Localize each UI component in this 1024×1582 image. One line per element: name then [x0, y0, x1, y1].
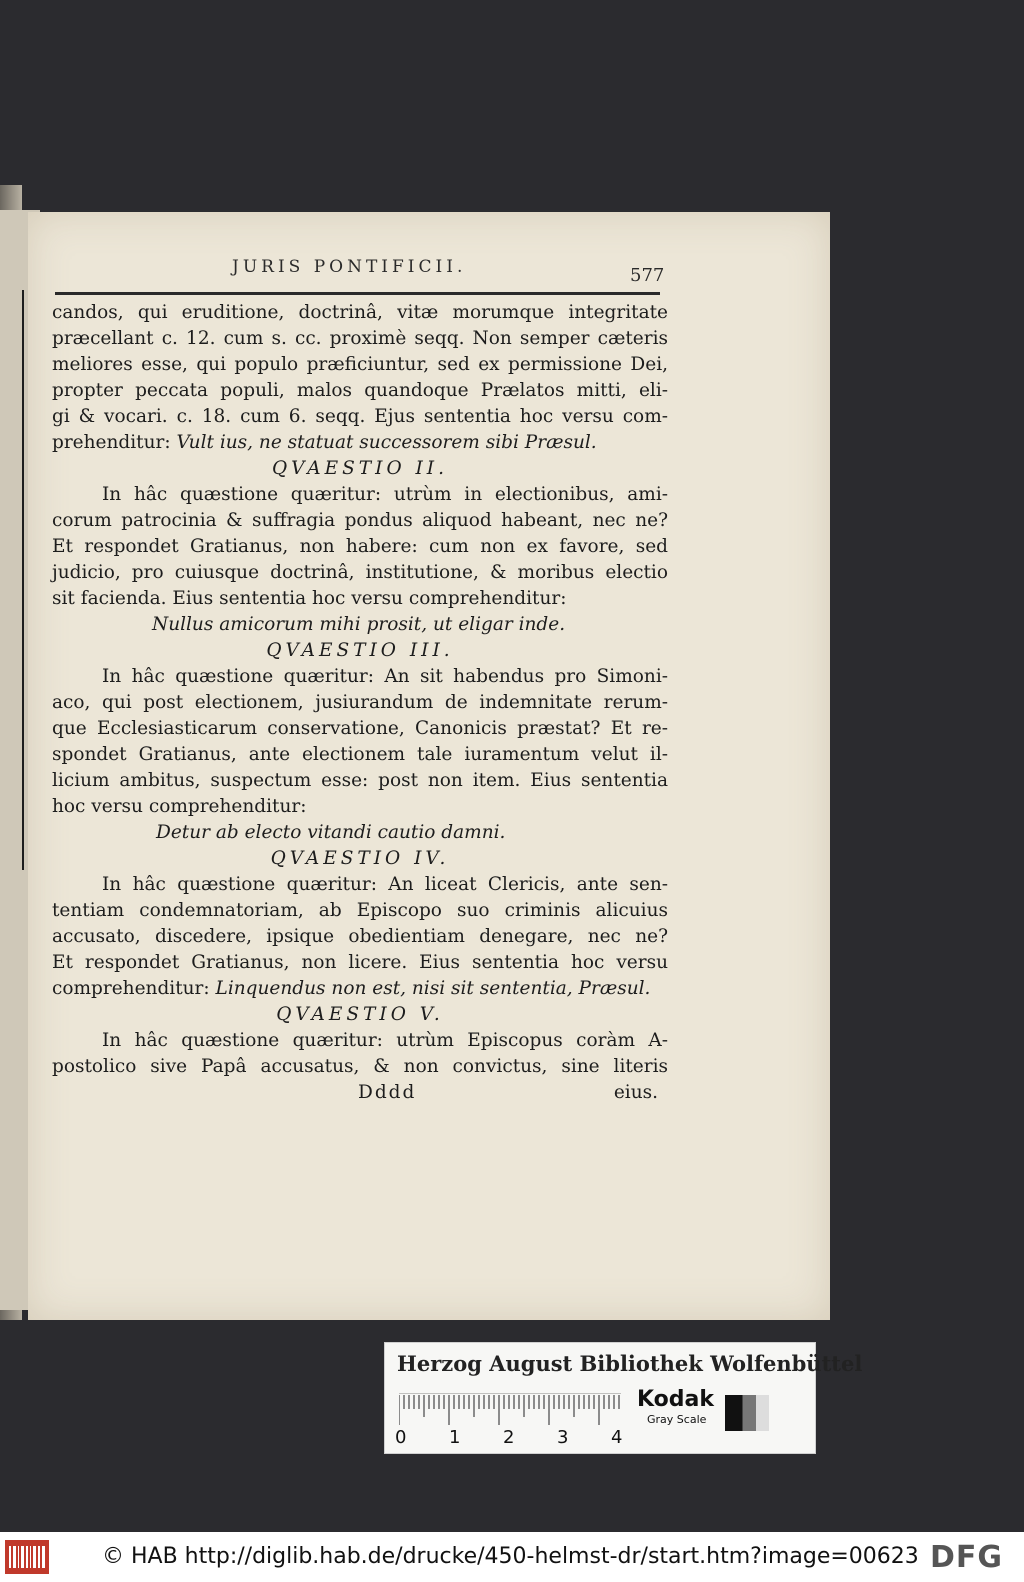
page-number: 577: [630, 265, 665, 286]
text-line: tentiam condemnatoriam, ab Episcopo suo criminis alicuius: [52, 900, 668, 921]
gray-swatch: [725, 1395, 769, 1431]
text-line: [52, 976, 668, 1002]
question-heading: QVAESTIO V.: [276, 1004, 444, 1025]
gray-scale-card: [384, 1342, 863, 1454]
ruler-ticks: [399, 1393, 621, 1427]
question-heading: QVAESTIO IV.: [270, 848, 450, 869]
text-line: In hâc quæstione quæritur: An sit habendus pro Simoni-: [102, 666, 668, 687]
ruler-number: 1: [449, 1427, 461, 1448]
text-line: que Ecclesiasticarum conservatione, Canonicis præstat? Et re-: [52, 718, 668, 739]
signature-row: [52, 1080, 668, 1106]
signature-mark: Dddd: [358, 1082, 417, 1103]
gray-scale-label: Gray Scale: [647, 1413, 707, 1426]
ruler-number: 2: [503, 1427, 515, 1448]
text-fragment: comprehenditur:: [52, 978, 210, 999]
ruler-number: 0: [395, 1427, 407, 1448]
question-heading: QVAESTIO III.: [266, 640, 454, 661]
kodak-logo: Kodak: [637, 1387, 714, 1412]
text-line: sit facienda. Eius sententia hoc versu comprehenditur:: [52, 588, 567, 609]
page-text: [52, 300, 668, 1106]
question-heading: QVAESTIO II.: [271, 458, 448, 479]
text-line: meliores esse, qui populo præficiuntur, sed ex permissione Dei,: [52, 354, 668, 375]
dfg-logo: DFG: [930, 1540, 1004, 1575]
gutter-shadow: [22, 290, 24, 870]
ruler-number: 4: [611, 1427, 623, 1448]
text-line: gi & vocari. c. 18. cum 6. seqq. Ejus sententia hoc versu com-: [52, 406, 668, 427]
text-line: postolico sive Papâ accusatus, & non convictus, sine literis: [52, 1056, 668, 1077]
text-line: hoc versu comprehenditur:: [52, 796, 307, 817]
hab-logo-icon: [5, 1540, 49, 1574]
catchword: eius.: [613, 1082, 658, 1103]
text-line: aco, qui post electionem, jusiurandum de indemnitate rerum-: [52, 692, 668, 713]
text-line: licium ambitus, suspectum esse: post non item. Eius sententia: [52, 770, 668, 791]
text-line: Et respondet Gratianus, non habere: cum non ex favore, sed: [52, 536, 668, 557]
verse: Detur ab electo vitandi cautio damni.: [156, 822, 506, 843]
verse: Nullus amicorum mihi prosit, ut eligar inde.: [152, 614, 566, 635]
text-line: candos, qui eruditione, doctrinâ, vitæ morumque integritate: [52, 302, 668, 323]
header-rule: [55, 292, 660, 295]
ruler-number: 3: [557, 1427, 569, 1448]
text-line: Et respondet Gratianus, non licere. Eius sententia hoc versu: [52, 952, 668, 973]
verse: Linquendus non est, nisi sit sententia, Præsul.: [215, 978, 651, 999]
verse: Vult ius, ne statuat successorem sibi Præsul.: [176, 432, 597, 453]
text-line: [52, 430, 668, 456]
text-line: In hâc quæstione quæritur: An liceat Clericis, ante sen-: [102, 874, 668, 895]
library-name: Herzog August Bibliothek Wolfenbüttel: [397, 1351, 863, 1376]
text-line: In hâc quæstione quæritur: utrùm in electionibus, ami-: [102, 484, 668, 505]
text-line: judicio, pro cuiusque doctrinâ, institutione, & moribus electio: [52, 562, 668, 583]
text-line: propter peccata populi, malos quandoque Prælatos mitti, eli-: [52, 380, 668, 401]
text-fragment: prehenditur:: [52, 432, 171, 453]
footer-bar: [0, 1532, 1024, 1582]
text-line: In hâc quæstione quæritur: utrùm Episcopus coràm A-: [102, 1030, 668, 1051]
text-line: accusato, discedere, ipsique obedientiam denegare, nec ne?: [52, 926, 668, 947]
source-link[interactable]: © HAB http://diglib.hab.de/drucke/450-helmst-dr/start.htm?image=00623: [102, 1544, 919, 1569]
running-head: JURIS PONTIFICII.: [232, 257, 467, 277]
text-line: præcellant c. 12. cum s. cc. proximè seqq. Non semper cæteris: [52, 328, 668, 349]
text-line: corum patrocinia & suffragia pondus aliquod habeant, nec ne?: [52, 510, 668, 531]
text-line: spondet Gratianus, ante electionem tale iuramentum velut il-: [52, 744, 668, 765]
